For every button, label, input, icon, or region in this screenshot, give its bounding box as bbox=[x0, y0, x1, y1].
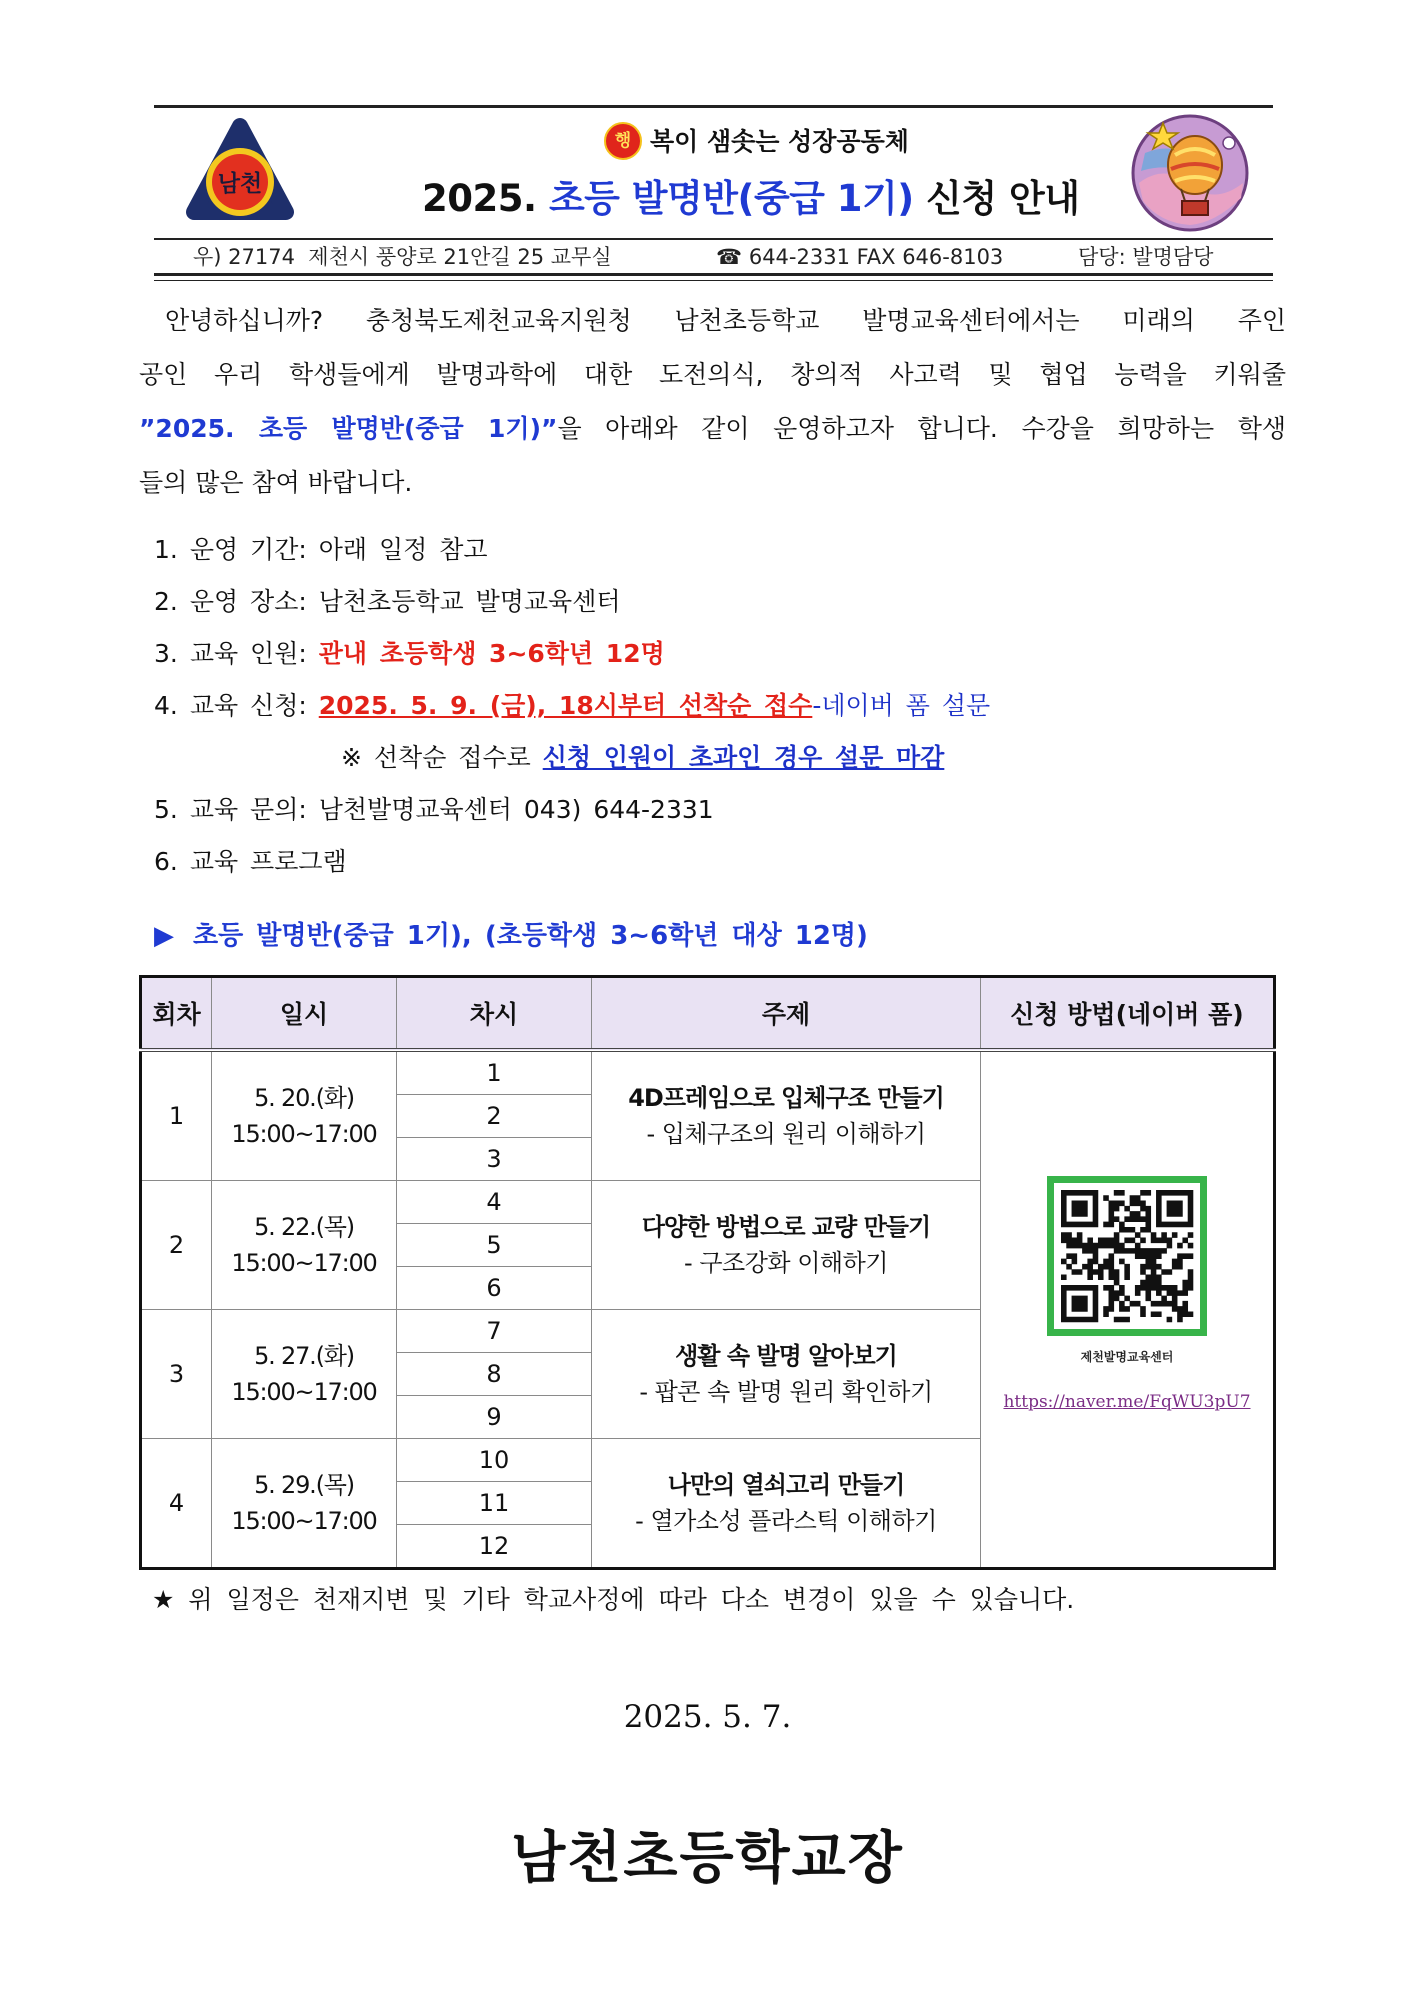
topic-description: - 팝콘 속 발명 원리 확인하기 bbox=[639, 1378, 933, 1406]
section-title: 초등 발명반(중급 1기), (초등학생 3~6학년 대상 12명) bbox=[193, 921, 868, 951]
school-logo-text: 남천 bbox=[217, 171, 263, 197]
item-number: 3. bbox=[154, 639, 178, 668]
time-text: 15:00~17:00 bbox=[231, 1120, 377, 1148]
header-bottom-rule-thin bbox=[154, 280, 1273, 281]
list-item-capacity bbox=[154, 628, 1274, 680]
school-logo bbox=[184, 116, 296, 226]
item-value-highlight: 관내 초등학생 3~6학년 12명 bbox=[318, 639, 665, 668]
item-label: 교육 프로그램 bbox=[189, 847, 347, 876]
intro-line: 공인 우리 학생들에게 발명과학에 대한 도전의식, 창의적 사고력 및 협업 능력을 키워줄 bbox=[139, 360, 1286, 389]
intro-line: 안녕하십니까? 충청북도제천교육지원청 남천초등학교 발명교육센터에서는 미래의 주인 bbox=[165, 306, 1286, 335]
date-cell bbox=[212, 1310, 397, 1439]
item-number: 5. bbox=[154, 795, 178, 824]
list-item-apply bbox=[154, 680, 1274, 732]
topic-title: 4D프레임으로 입체구조 만들기 bbox=[628, 1084, 944, 1112]
session-cell: 2 bbox=[397, 1095, 592, 1138]
date-text: 5. 29.(목) bbox=[254, 1471, 354, 1499]
date-text: 5. 20.(화) bbox=[254, 1084, 354, 1112]
item-number: 2. bbox=[154, 587, 178, 616]
header-bottom-rule bbox=[154, 273, 1273, 276]
school-slogan: 복이 샘솟는 성장공동체 bbox=[650, 127, 909, 156]
list-item-program bbox=[154, 836, 1274, 888]
item-value: 남천초등학교 발명교육센터 bbox=[318, 587, 621, 616]
issue-date: 2025. 5. 7. bbox=[623, 1699, 792, 1735]
intro-line-rest: 을 아래와 같이 운영하고자 합니다. 수강을 희망하는 학생 bbox=[557, 414, 1286, 443]
apply-schedule-highlight: 2025. 5. 9. (금), 18시부터 선착순 접수 bbox=[318, 691, 813, 720]
date-cell bbox=[212, 1181, 397, 1310]
header-apply-method: 신청 방법(네이버 폼) bbox=[981, 977, 1275, 1051]
info-list bbox=[154, 524, 1274, 888]
topic-cell bbox=[592, 1310, 981, 1439]
title-year: 2025. bbox=[422, 177, 537, 220]
schedule-table bbox=[139, 975, 1276, 1570]
session-cell: 10 bbox=[397, 1439, 592, 1482]
list-item-apply-note bbox=[154, 732, 1274, 784]
table-row bbox=[141, 1050, 1275, 1095]
session-cell: 12 bbox=[397, 1525, 592, 1569]
header-datetime: 일시 bbox=[212, 977, 397, 1051]
intro-line bbox=[139, 402, 1286, 456]
happy-badge: 행 bbox=[604, 122, 642, 160]
balloon-illustration bbox=[1125, 113, 1255, 233]
item-label: 운영 기간: bbox=[189, 535, 307, 564]
item-number: 1. bbox=[154, 535, 178, 564]
triangle-arrow-icon: ▶ bbox=[154, 921, 174, 951]
date-text: 5. 22.(목) bbox=[254, 1213, 354, 1241]
time-text: 15:00~17:00 bbox=[231, 1249, 377, 1277]
note-prefix: ※ 선착순 접수로 bbox=[341, 743, 531, 772]
list-item-place bbox=[154, 576, 1274, 628]
session-cell: 4 bbox=[397, 1181, 592, 1224]
item-value: 남천발명교육센터 043) 644-2331 bbox=[318, 795, 714, 824]
round-cell: 1 bbox=[141, 1050, 212, 1181]
school-phone-fax: ☎ 644-2331 FAX 646-8103 bbox=[716, 245, 1004, 269]
date-cell bbox=[212, 1439, 397, 1569]
item-number: 4. bbox=[154, 691, 178, 720]
intro-paragraph bbox=[139, 294, 1286, 510]
header-topic: 주제 bbox=[592, 977, 981, 1051]
header-round: 회차 bbox=[141, 977, 212, 1051]
item-label: 교육 신청: bbox=[189, 691, 307, 720]
date-cell bbox=[212, 1050, 397, 1181]
session-cell: 6 bbox=[397, 1267, 592, 1310]
title-suffix: 신청 안내 bbox=[926, 177, 1080, 220]
topic-cell bbox=[592, 1050, 981, 1181]
topic-description: - 구조강화 이해하기 bbox=[684, 1249, 888, 1277]
session-cell: 3 bbox=[397, 1138, 592, 1181]
round-cell: 2 bbox=[141, 1181, 212, 1310]
date-text: 5. 27.(화) bbox=[254, 1342, 354, 1370]
session-cell: 9 bbox=[397, 1396, 592, 1439]
page-title bbox=[422, 175, 1079, 223]
topic-title: 생활 속 발명 알아보기 bbox=[675, 1342, 897, 1370]
topic-cell bbox=[592, 1181, 981, 1310]
topic-description: - 입체구조의 원리 이해하기 bbox=[646, 1120, 926, 1148]
session-cell: 11 bbox=[397, 1482, 592, 1525]
school-address: 우) 27174 제천시 풍양로 21안길 25 교무실 bbox=[193, 245, 612, 269]
schedule-change-note: ★ 위 일정은 천재지변 및 기타 학교사정에 따라 다소 변경이 있을 수 있습니다. bbox=[152, 1585, 1075, 1614]
time-text: 15:00~17:00 bbox=[231, 1378, 377, 1406]
intro-line: 들의 많은 참여 바랍니다. bbox=[139, 468, 413, 497]
session-cell: 1 bbox=[397, 1050, 592, 1095]
session-cell: 8 bbox=[397, 1353, 592, 1396]
item-number: 6. bbox=[154, 847, 178, 876]
table-header-row bbox=[141, 977, 1275, 1051]
title-highlight: 초등 발명반(중급 1기) bbox=[548, 177, 914, 220]
round-cell: 3 bbox=[141, 1310, 212, 1439]
session-cell: 7 bbox=[397, 1310, 592, 1353]
naver-form-link[interactable]: https://naver.me/FqWU3pU7 bbox=[1003, 1391, 1251, 1412]
apply-method-cell bbox=[981, 1050, 1275, 1569]
intro-program-name: ”2025. 초등 발명반(중급 1기)” bbox=[139, 414, 558, 443]
header-top-rule bbox=[154, 105, 1273, 108]
header-middle-rule bbox=[154, 238, 1273, 240]
time-text: 15:00~17:00 bbox=[231, 1507, 377, 1535]
topic-title: 다양한 방법으로 교량 만들기 bbox=[641, 1213, 931, 1241]
principal-signature: 남천초등학교장 bbox=[511, 1825, 904, 1891]
qr-code[interactable] bbox=[1047, 1176, 1207, 1336]
contact-person: 담당: 발명담당 bbox=[1078, 245, 1214, 269]
note-highlight: 신청 인원이 초과인 경우 설문 마감 bbox=[542, 743, 945, 772]
list-item-period bbox=[154, 524, 1274, 576]
session-cell: 5 bbox=[397, 1224, 592, 1267]
topic-description: - 열가소성 플라스틱 이해하기 bbox=[635, 1507, 937, 1535]
item-label: 교육 인원: bbox=[189, 639, 307, 668]
apply-method: -네이버 폼 설문 bbox=[812, 691, 991, 720]
topic-title: 나만의 열쇠고리 만들기 bbox=[667, 1471, 905, 1499]
qr-label: 제천발명교육센터 bbox=[1080, 1349, 1174, 1364]
item-label: 운영 장소: bbox=[189, 587, 307, 616]
schedule-table-wrapper bbox=[139, 975, 1273, 1570]
list-item-inquiry bbox=[154, 784, 1274, 836]
item-value: 아래 일정 참고 bbox=[318, 535, 488, 564]
topic-cell bbox=[592, 1439, 981, 1569]
header-session: 차시 bbox=[397, 977, 592, 1051]
round-cell: 4 bbox=[141, 1439, 212, 1569]
item-label: 교육 문의: bbox=[189, 795, 307, 824]
program-section-heading bbox=[154, 910, 868, 962]
